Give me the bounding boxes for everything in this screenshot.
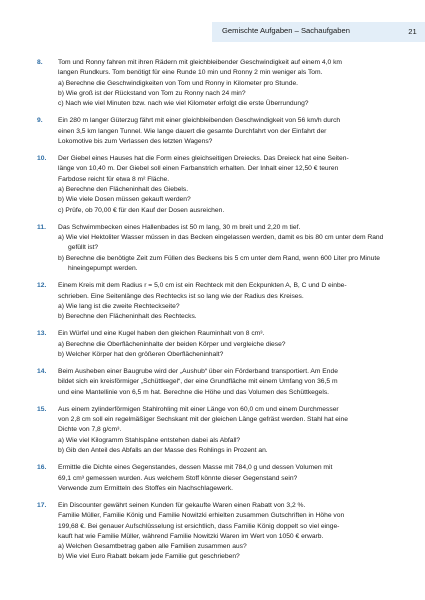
- page-number: 21: [408, 27, 417, 36]
- subtask: a) Wie lang ist die zweite Rechteckseite?: [58, 302, 180, 310]
- subtask: b) Wie viel Euro Rabatt bekam jede Familie gut geschrieben?: [58, 553, 240, 561]
- task-12: [37, 281, 399, 322]
- subtask: b) Berechne den Flächeninhalt des Rechtecks.: [58, 313, 197, 321]
- subtask: a) Berechne die Geschwindigkeiten von Tom und Ronny in Kilometer pro Stunde.: [58, 79, 299, 87]
- task-text-line: Farbdose reicht für etwa 8 m² Fläche.: [58, 175, 170, 183]
- task-text-line: schrieben. Eine Seitenlänge des Rechtecks ist so lang wie der Radius des Kreises.: [58, 292, 304, 300]
- page-header: [212, 22, 425, 42]
- task-text-line: Lokomotive bis zum Verlassen des letzten Wagens?: [58, 137, 213, 145]
- task-number: 13.: [37, 330, 47, 338]
- subtask: b) Berechne die benötigte Zeit zum Füllen des Beckens bis 5 cm unter dem Rand, wenn 600 Liter pro Minute hineingepumpt werden.: [58, 254, 380, 273]
- task-text-line: Beim Ausheben einer Baugrube wird der „Aushub“ über ein Förderband transportiert. Am Ende: [58, 368, 338, 376]
- subtask: c) Nach wie viel Minuten bzw. nach wie viel Kilometer erfolgt die erste Überrundung?: [58, 100, 309, 108]
- subtask: b) Wie groß ist der Rückstand von Tom zu Ronny nach 24 min?: [58, 89, 246, 97]
- task-text-line: kauft hat wie Familie Müller, während Familie Nowitzki Waren im Wert von 1050 € erwarb.: [58, 532, 324, 540]
- subtask: a) Berechne den Flächeninhalt des Giebels.: [58, 186, 189, 194]
- subtask: b) Wie viele Dosen müssen gekauft werden?: [58, 196, 191, 204]
- task-11: [37, 223, 399, 274]
- subtask: b) Welcher Körper hat den größeren Oberflächeninhalt?: [58, 350, 224, 358]
- task-text-line: Der Giebel eines Hauses hat die Form eines gleichseitigen Dreiecks. Das Dreieck hat eine Seiten-: [58, 155, 349, 163]
- task-number: 16.: [37, 464, 47, 472]
- task-number: 11.: [37, 223, 46, 231]
- subtask: b) Gib den Anteil des Abfalls an der Masse des Rohlings in Prozent an.: [58, 447, 268, 455]
- task-text-line: Familie Müller, Familie König und Familie Nowitzki erhielten zusammen Gutschriften in Höhe von: [58, 512, 345, 520]
- task-13: [37, 329, 399, 360]
- subtask: a) Welchen Gesamtbetrag gaben alle Familien zusammen aus?: [58, 543, 247, 551]
- task-text-line: 69,1 cm³ gemessen wurden. Aus welchem Stoff könnte dieser Gegenstand sein?: [58, 474, 298, 482]
- task-text-line: Dichte von 7,8 g/cm³.: [58, 426, 122, 434]
- task-number: 17.: [37, 502, 47, 509]
- header-title: Gemischte Aufgaben – Sachaufgaben: [222, 26, 350, 35]
- task-14: [37, 367, 399, 398]
- task-number: 8.: [37, 59, 43, 66]
- subtask: a) Berechne die Oberflächeninhalte der beiden Körper und vergleiche diese?: [58, 340, 286, 348]
- task-number: 9.: [37, 117, 43, 125]
- task-text-line: Ein Würfel und eine Kugel haben den gleichen Rauminhalt von 8 cm³.: [58, 330, 265, 338]
- task-text-line: Das Schwimmbecken eines Hallenbades ist 50 m lang, 30 m breit und 2,20 m tief.: [58, 223, 301, 231]
- task-text-line: von 2,8 cm soll ein regelmäßiger Sechskant mit der gleichen Länge gefräst werden. Stahl hat eine: [58, 416, 348, 424]
- task-text-line: bildet sich ein kreisförmiger „Schüttkegel“, der eine Grundfläche mit einem Umfang von 36,5 m: [58, 378, 338, 386]
- task-text-line: Ein Discounter gewährt seinen Kunden für gekaufte Waren einen Rabatt von 3,2 %.: [58, 502, 306, 509]
- task-text-line: langen Rundkurs. Tom benötigt für eine Runde 10 min und Ronny 2 min weniger als Tom.: [58, 69, 323, 77]
- task-text-line: Verwende zum Ermitteln des Stoffes ein Nachschlagewerk.: [58, 484, 233, 492]
- task-16: [37, 463, 399, 494]
- task-text-line: Tom und Ronny fahren mit ihren Rädern mit gleichbleibender Geschwindigkeit auf einem 4,0 km: [58, 59, 342, 66]
- task-text-line: Einem Kreis mit dem Radius r = 5,0 cm ist ein Rechteck mit den Eckpunkten A, B, C und D einbe-: [58, 282, 347, 290]
- task-9: [37, 116, 399, 147]
- task-15: [37, 405, 399, 456]
- task-text-line: Aus einem zylinderförmigen Stahlrohling mit einer Länge von 60,0 cm und einem Durchmesser: [58, 405, 339, 413]
- task-number: 15.: [37, 405, 47, 413]
- task-number: 12.: [37, 282, 47, 290]
- subtask: a) Wie viel Kilogramm Stahlspäne entstehen dabei als Abfall?: [58, 436, 241, 444]
- task-text-line: 199,68 €. Bei genauer Aufschlüsselung ist ersichtlich, dass Familie König doppelt so viel einge-: [58, 522, 340, 530]
- task-10: [37, 154, 399, 216]
- task-text-line: einen 3,5 km langen Tunnel. Wie lange dauert die gesamte Durchfahrt von der Einfahrt der: [58, 127, 327, 135]
- task-text-line: länge von 10,40 m. Der Giebel soll einen Farbanstrich erhalten. Der Inhalt einer 12,50 € teuren: [58, 165, 339, 173]
- subtask: c) Prüfe, ob 70,00 € für den Kauf der Dosen ausreichen.: [58, 206, 225, 214]
- task-number: 10.: [37, 155, 47, 163]
- task-17: [37, 501, 399, 563]
- task-number: 14.: [37, 368, 47, 376]
- task-text-line: Ermittle die Dichte eines Gegenstandes, dessen Masse mit 784,0 g und dessen Volumen mit: [58, 464, 333, 472]
- task-text-line: und eine Mantellinie von 6,5 m hat. Berechne die Höhe und das Volumen des Schüttkegels.: [58, 388, 330, 396]
- task-list: [37, 58, 399, 570]
- subtask: a) Wie viel Hektoliter Wasser müssen in das Becken eingelassen werden, damit es bis 80 cm unter dem Rand gefüllt ist?: [58, 234, 384, 252]
- task-8: [37, 58, 399, 109]
- task-text-line: Ein 280 m langer Güterzug fährt mit einer gleichbleibenden Geschwindigkeit von 56 km/h durch: [58, 117, 341, 125]
